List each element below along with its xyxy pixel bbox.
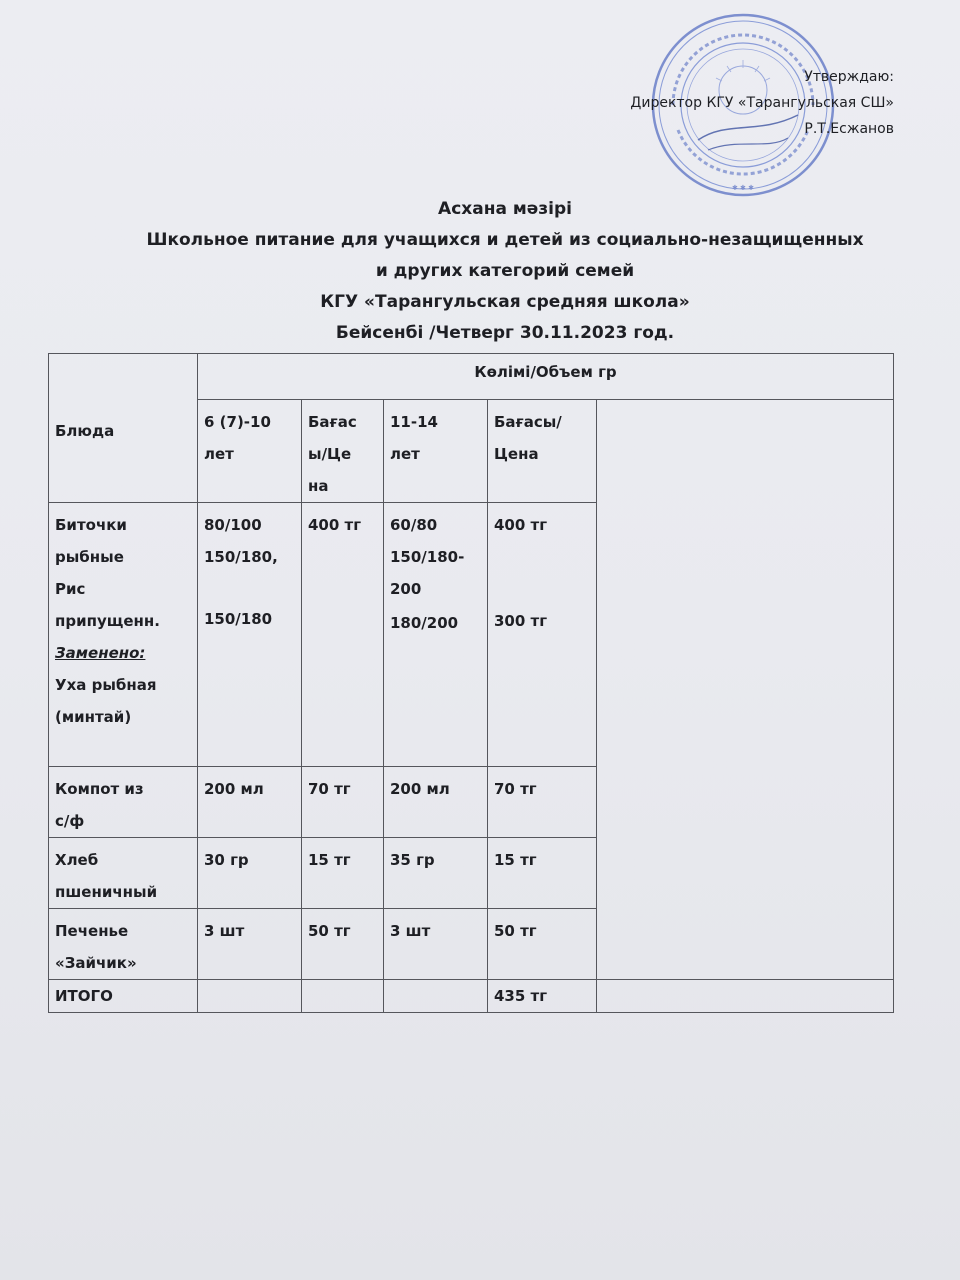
approval-block: [630, 64, 894, 142]
total-price: 435 тг: [488, 980, 597, 1013]
price-cell: 70 тг: [488, 767, 597, 838]
menu-table: [48, 353, 894, 1013]
document-heading: [0, 194, 960, 349]
heading-line-3: и других категорий семей: [375, 261, 635, 281]
heading-line-1: Асхана мәзірі: [438, 199, 572, 219]
approval-title: Утверждаю:: [804, 69, 894, 85]
volume-cell: 3 шт: [384, 909, 488, 980]
volume-cell: 60/80 150/180- 200 180/200: [384, 503, 488, 767]
svg-text:✱ ✱ ✱: ✱ ✱ ✱: [731, 184, 755, 192]
header-age-11-14: 11-14 лет: [384, 400, 488, 503]
price-cell: 400 тг: [302, 503, 384, 767]
header-volume: Көлімі/Объем гр: [198, 354, 894, 400]
price-cell: 50 тг: [488, 909, 597, 980]
price-cell: 15 тг: [488, 838, 597, 909]
total-empty: [597, 980, 894, 1013]
header-dishes: Блюда: [49, 354, 198, 503]
price-cell: 15 тг: [302, 838, 384, 909]
volume-cell: 80/100 150/180, 150/180: [198, 503, 302, 767]
total-row: [49, 980, 894, 1013]
header-price-2: Бағасы/ Цена: [488, 400, 597, 503]
total-empty: [198, 980, 302, 1013]
approval-position: Директор КГУ «Тарангульская СШ»: [630, 95, 894, 111]
total-empty: [302, 980, 384, 1013]
total-empty: [384, 980, 488, 1013]
volume-cell: 3 шт: [198, 909, 302, 980]
dish-cell: Компот из с/ф: [49, 767, 198, 838]
heading-line-5: Бейсенбі /Четверг 30.11.2023 год.: [335, 323, 675, 343]
dish-cell: Печенье «Зайчик»: [49, 909, 198, 980]
volume-cell: 200 мл: [384, 767, 488, 838]
approval-name: Р.Т.Есжанов: [804, 121, 894, 137]
header-age-6-10: 6 (7)-10 лет: [198, 400, 302, 503]
price-cell: 70 тг: [302, 767, 384, 838]
dish-cell: Хлеб пшеничный: [49, 838, 198, 909]
volume-cell: 200 мл: [198, 767, 302, 838]
table-header-row: [49, 354, 894, 400]
heading-line-2: Школьное питание для учащихся и детей из социально-незащищенных: [146, 230, 864, 250]
price-cell: 50 тг: [302, 909, 384, 980]
price-cell: 400 тг 300 тг: [488, 503, 597, 767]
replaced-label: Заменено:: [55, 644, 146, 662]
dish-cell: Биточки рыбные Рис припущенн. Заменено: Уха рыбная (минтай): [49, 503, 198, 767]
volume-cell: 30 гр: [198, 838, 302, 909]
header-price-1: Бағас ы/Це на: [302, 400, 384, 503]
empty-column: [597, 400, 894, 980]
total-label: ИТОГО: [49, 980, 198, 1013]
heading-line-4: КГУ «Тарангульская средняя школа»: [320, 292, 690, 312]
volume-cell: 35 гр: [384, 838, 488, 909]
